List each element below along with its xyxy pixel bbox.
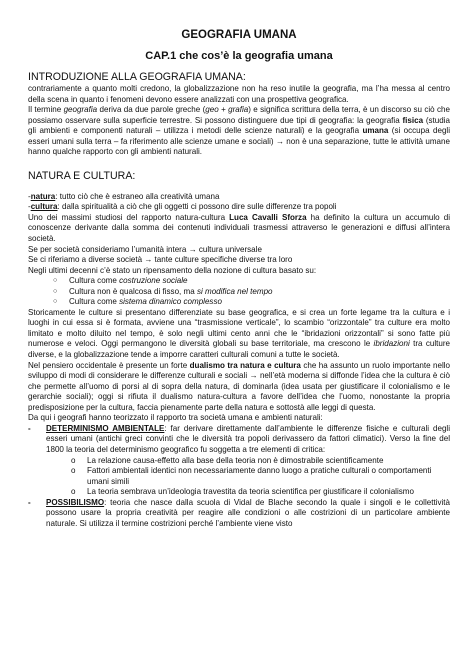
- document-title: GEOGRAFIA UMANA: [181, 29, 297, 41]
- line-umanita: Se per società consideriamo l’umanità intera → cultura universale: [28, 244, 262, 254]
- line-diverse-societa: Se ci riferiamo a diverse società → tante culture specifiche diverse tra loro: [28, 255, 293, 265]
- paragraph-pensiero-occidentale: Nel pensiero occidentale è presente un forte dualismo tra natura e cultura che ha assunto un ruolo importante nello sviluppo di modi di considerare le differenze culturali e sociali → nell’età moderna si diffonde l’idea che la cultura è ciò che permette all’uomo di porsi al di sopra della natura, di dominarla (idea usata per giustificare il colonialismo e le gerarchie sociali); oggi si rifiuta il dualismo natura-cultura a favore dell’idea che l’uomo, nonostante la propria predisposizione per la cultura, faccia pienamente parte della natura e sottostà alle leggi di questa.: [28, 360, 450, 412]
- term-fisica: fisica: [402, 115, 424, 125]
- term-geografia: geografia: [63, 105, 98, 115]
- list-item: o La relazione causa-effetto alla base della teoria non è dimostrabile scientificamente: [71, 456, 450, 467]
- list-item: o La teoria sembrava un’ideologia travestita da teoria scientifica per giustificare il colonialismo: [71, 487, 450, 498]
- paragraph-cavalli-sforza: Uno dei massimi studiosi del rapporto natura-cultura Luca Cavalli Sforza ha definito la cultura un accumulo di conoscenze derivante dalla somma dei contenuti individuali trasmessi attraverso le generazioni e diffusi all’intera società.: [28, 212, 450, 244]
- line-geografi: Da qui i geografi hanno teorizzato il rapporto tra società umana e ambienti naturali:: [28, 413, 323, 423]
- definition-cultura: -cultura: dalla spiritualità a ciò che gli oggetti ci possono dire sulle differenze tra popoli: [28, 202, 337, 212]
- item-possibilismo: - POSSIBILISMO: teoria che nasce dalla scuola di Vidal de Blache secondo la quale i singoli e le collettività possono usare la propria creatività per reagire alle condizioni o alle costrizioni di un particolare ambiente naturale. Si utilizza il termine costrizioni perché l’ambiente viene visto: [28, 497, 450, 528]
- term-geo-grafia: geo + grafia: [205, 105, 249, 115]
- paragraph-termine-geografia: Il termine geografia deriva da due parole greche (geo + grafia) e significa scrittura della terra, è un discorso su ciò che possiamo osservare sulla superficie terrestre. Si possono distinguere due tipi di geografia: la geografia fisica (studia gli ambienti e componenti naturali – utilizza i metodi delle scienze naturali) e la geografia umana (si occupa degli esseri umani sulla terra – fa riferimento alle scienze umane e sociali) → non è una separazione, tutte le attività umane hanno qualche rapporto con gli ambienti naturali.: [28, 105, 450, 157]
- term-dualismo: dualismo tra natura e cultura: [189, 360, 301, 370]
- list-item: ○ Cultura non è qualcosa di fisso, ma si modifica nel tempo: [53, 287, 450, 298]
- list-item: ○ Cultura come sistema dinamico complesso: [53, 297, 450, 308]
- list-item: o Fattori ambientali identici non necessariamente danno luogo a pratiche culturali o comportamenti umani simili: [71, 466, 450, 487]
- list-item: ○ Cultura come costruzione sociale: [53, 276, 450, 287]
- critica-list: [28, 456, 450, 498]
- term-ibridazioni: ibridazioni: [373, 339, 410, 349]
- item-determinismo: - DETERMINISMO AMBIENTALE: far derivare direttamente dall’ambiente le differenze fisiche e culturali degli esseri umani (antichi greci convinti che le diversità tra popoli derivassero da fattori climatici). Verso la fine del 1800 la teoria del determinismo geografico fu soggetta a tre elementi di critica:: [28, 423, 450, 454]
- paragraph-intro: contrariamente a quanto molti credono, la globalizzazione non ha reso inutile la geografia, ma l’ha messa al centro della scena in quanto i fenomeni devono essere analizzati con una prospettiva geografica.: [28, 84, 450, 104]
- cultura-bullet-list: [28, 276, 450, 308]
- definition-natura: -natura: tutto ciò che è estraneo alla creatività umana: [28, 191, 220, 201]
- term-natura: natura: [30, 191, 56, 201]
- term-cultura: cultura: [30, 202, 58, 212]
- name-cavalli-sforza: Luca Cavalli Sforza: [229, 212, 307, 222]
- chapter-title: CAP.1 che cos’è la geografia umana: [145, 50, 333, 62]
- term-possibilismo: POSSIBILISMO: [46, 497, 105, 507]
- line-ultimi-decenni: Negli ultimi decenni c’è stato un ripensamento della nozione di cultura basato su:: [28, 265, 317, 275]
- section-heading-natura-cultura: NATURA E CULTURA:: [28, 169, 136, 182]
- term-umana: umana: [362, 126, 389, 136]
- paragraph-storicamente: Storicamente le culture si presentano differenziate su base geografica, e si crea un forte legame tra la cultura e i luoghi in cui essa si è formata, avviene una “trasmissione verticale”, lo scambio “orizzontale” tra culture era molto limitato e molto diluito nel tempo, è solo negli ultimi cento anni che le “ibridazioni orizzontali” si sono fatte più numerose e veloci. Oggi permangono le diversità globali su base territoriale, ma crescono le ibridazioni tra culture diverse, e la globalizzazione tende a imporre caratteri culturali comuni a tutte le società.: [28, 307, 451, 360]
- section-heading-introduzione: INTRODUZIONE ALLA GEOGRAFIA UMANA:: [28, 71, 246, 83]
- term-determinismo: DETERMINISMO AMBIENTALE: [46, 423, 165, 433]
